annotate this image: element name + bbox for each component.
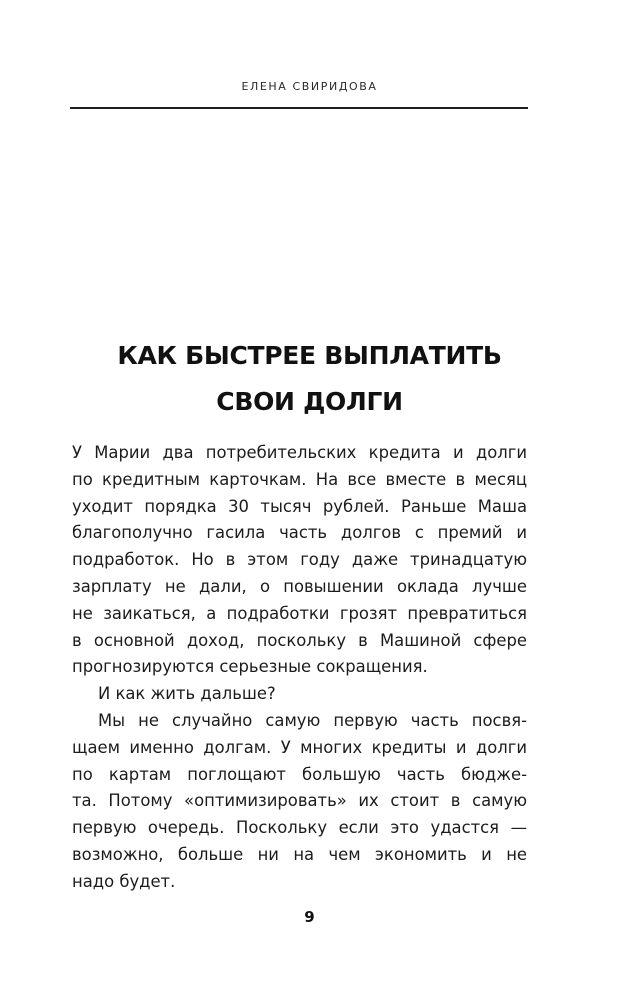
running-head-author: ЕЛЕНА СВИРИДОВА <box>241 80 378 93</box>
body-line: Мы не случайно самую первую часть посвя- <box>98 710 527 730</box>
body-line: прогнозируются серьезные сокращения. <box>72 657 428 677</box>
page-number: 9 <box>304 908 315 926</box>
body-line: по картам поглощают большую часть бюдже- <box>72 764 527 784</box>
body-line: У Марии два потребительских кредита и долги <box>72 443 527 462</box>
body-line: по кредитным карточкам. На все вместе в месяц <box>72 469 527 489</box>
body-line: щаем именно долгам. У многих кредиты и долги <box>72 737 527 757</box>
body-text <box>72 440 527 896</box>
body-line: благополучно гасила часть долгов с премий и <box>72 523 527 543</box>
chapter-title-line-2: СВОИ ДОЛГИ <box>216 387 403 416</box>
body-line: подработок. Но в этом году даже тринадцатую <box>72 550 527 570</box>
body-line: та. Потому «оптимизировать» их стоит в самую <box>72 791 527 811</box>
body-line: возможно, больше ни на чем экономить и не <box>72 844 527 864</box>
body-line: не заикаться, а подработки грозят превратиться <box>72 603 527 623</box>
body-line: зарплату не дали, о повышении оклада лучше <box>72 576 527 596</box>
body-line: надо будет. <box>72 871 176 891</box>
body-line: в основной доход, поскольку в Машиной сфере <box>72 630 527 650</box>
chapter-title <box>0 333 619 425</box>
body-line: первую очередь. Поскольку если это удастся — <box>72 818 527 838</box>
body-line: уходит порядка 30 тысяч рублей. Раньше Маша <box>72 496 527 516</box>
body-line: И как жить дальше? <box>98 684 276 704</box>
header-rule <box>70 107 528 109</box>
chapter-title-line-1: КАК БЫСТРЕЕ ВЫПЛАТИТЬ <box>117 341 502 370</box>
